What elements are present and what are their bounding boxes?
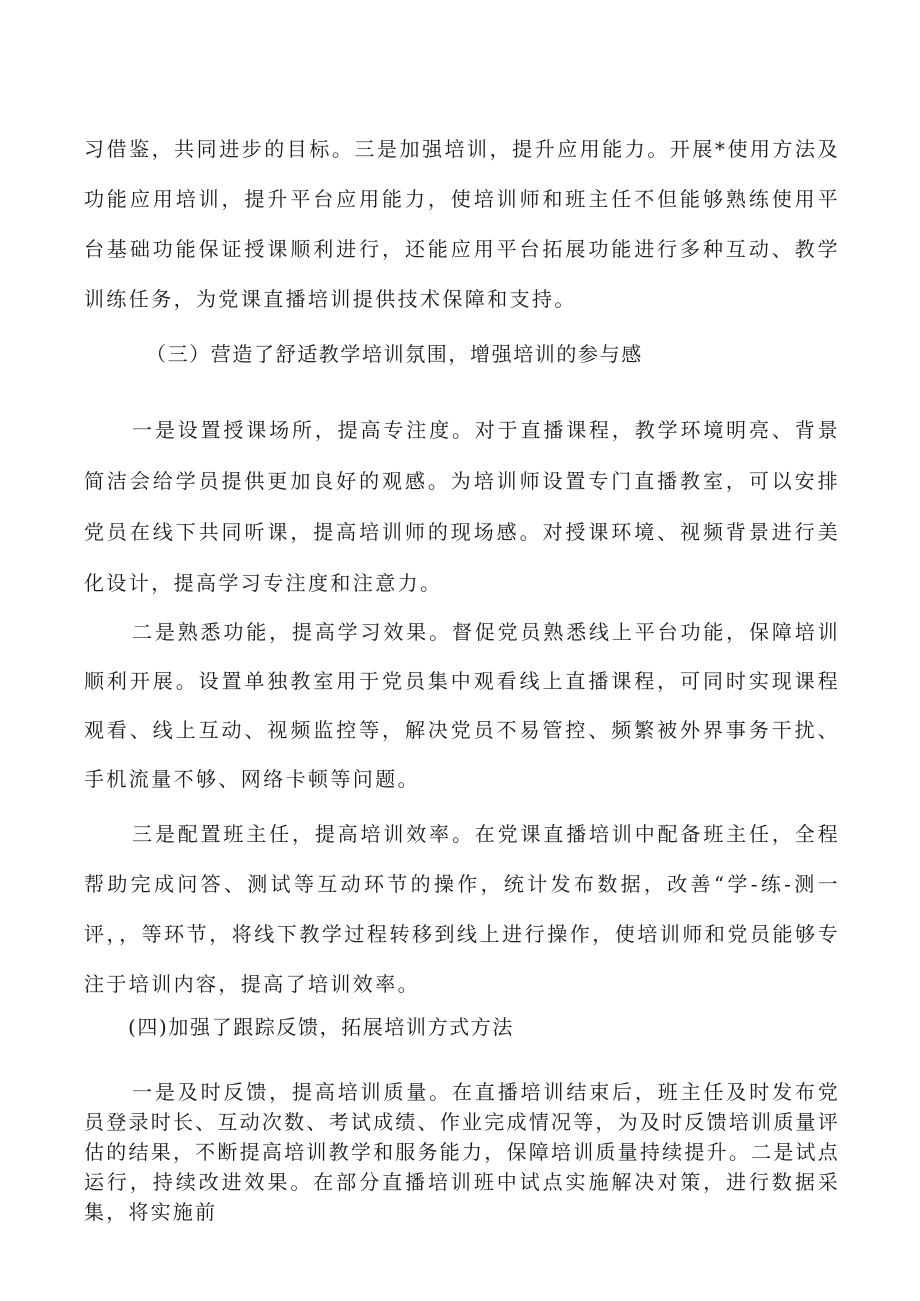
paragraph-teaching-venue: 一是设置授课场所，提高专注度。对于直播课程，教学环境明亮、背景简洁会给学员提供更加良好的观感。为培训师设置专门直播教室，可以安排党员在线下共同听课，提高培训师的现场感。对授课环境、视频背景进行美化设计，提高学习专注度和注意力。 xyxy=(84,418,840,595)
paragraph-class-teacher: 三是配置班主任，提高培训效率。在党课直播培训中配备班主任，全程帮助完成问答、测试等互动环节的操作，统计发布数据，改善“学-练-测一评，，等环节，将线下教学过程转移到线上进行操作，使培训师和党员能够专注于培训内容，提高了培训效率。 xyxy=(84,822,840,996)
paragraph-timely-feedback: 一是及时反馈，提高培训质量。在直播培训结束后，班主任及时发布党员登录时长、互动次数、考试成绩、作业完成情况等，为及时反馈培训质量评估的结果，不断提高培训教学和服务能力，保障培训质量持续提升。二是试点运行，持续改进效果。在部分直播培训班中试点实施解决对策，进行数据采集，将实施前 xyxy=(84,1080,840,1224)
paragraph-training-application: 习借鉴，共同进步的目标。三是加强培训，提升应用能力。开展*使用方法及功能应用培训，提升平台应用能力，使培训师和班主任不但能够熟练使用平台基础功能保证授课顺利进行，还能应用平台拓展功能进行多种互动、教学训练任务，为党课直播培训提供技术保障和支持。 xyxy=(84,137,840,311)
paragraph-familiar-functions: 二是熟悉功能，提高学习效果。督促党员熟悉线上平台功能，保障培训顺利开展。设置单独教室用于党员集中观看线上直播课程，可同时实现课程观看、线上互动、视频监控等，解决党员不易管控、频繁被外界事务干扰、手机流量不够、网络卡顿等问题。 xyxy=(84,620,840,791)
section-heading-4: (四)加强了跟踪反馈，拓展培训方式方法 xyxy=(128,1015,515,1039)
section-heading-3: （三）营造了舒适教学培训氛围，增强培训的参与感 xyxy=(146,342,643,366)
